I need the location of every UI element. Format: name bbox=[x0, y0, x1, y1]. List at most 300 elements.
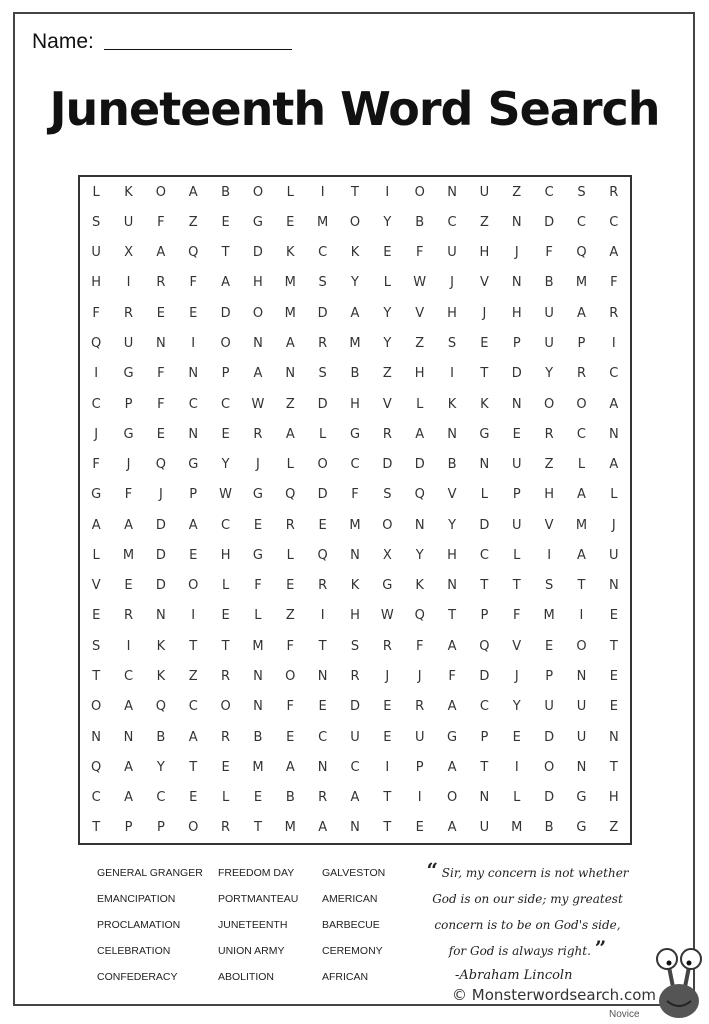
grid-letter[interactable]: H bbox=[350, 396, 360, 412]
grid-letter[interactable]: L bbox=[286, 184, 294, 200]
grid-letter[interactable]: M bbox=[284, 820, 296, 836]
grid-letter[interactable]: E bbox=[253, 790, 263, 806]
grid-letter[interactable]: Y bbox=[156, 759, 165, 775]
grid-letter[interactable]: K bbox=[286, 245, 295, 261]
grid-letter[interactable]: I bbox=[94, 366, 99, 382]
grid-letter[interactable]: A bbox=[447, 759, 457, 775]
grid-letter[interactable]: C bbox=[350, 457, 360, 473]
grid-letter[interactable]: W bbox=[219, 487, 232, 503]
grid-letter[interactable]: O bbox=[349, 214, 361, 230]
grid-letter[interactable]: P bbox=[415, 759, 424, 775]
grid-letter[interactable]: C bbox=[221, 396, 231, 412]
grid-letter[interactable]: Z bbox=[188, 668, 198, 684]
grid-letter[interactable]: I bbox=[385, 759, 390, 775]
grid-letter[interactable]: L bbox=[286, 547, 294, 563]
grid-letter[interactable]: H bbox=[253, 275, 263, 291]
grid-letter[interactable]: J bbox=[126, 457, 131, 473]
grid-letter[interactable]: X bbox=[382, 547, 392, 563]
grid-letter[interactable]: D bbox=[479, 668, 490, 684]
grid-letter[interactable]: E bbox=[189, 305, 198, 321]
grid-letter[interactable]: J bbox=[611, 517, 616, 533]
grid-letter[interactable]: A bbox=[188, 517, 198, 533]
grid-letter[interactable]: Q bbox=[414, 487, 425, 503]
grid-letter[interactable]: G bbox=[123, 426, 134, 442]
grid-letter[interactable]: U bbox=[576, 729, 587, 745]
grid-letter[interactable]: Y bbox=[545, 366, 554, 382]
grid-letter[interactable]: A bbox=[91, 517, 101, 533]
grid-letter[interactable]: T bbox=[351, 184, 359, 200]
grid-letter[interactable]: M bbox=[349, 517, 361, 533]
grid-letter[interactable]: E bbox=[221, 759, 230, 775]
grid-letter[interactable]: B bbox=[447, 457, 457, 473]
grid-letter[interactable]: L bbox=[221, 578, 230, 594]
grid-letter[interactable]: A bbox=[188, 184, 198, 200]
grid-letter[interactable]: N bbox=[317, 759, 328, 775]
grid-letter[interactable]: N bbox=[350, 547, 360, 563]
grid-letter[interactable]: D bbox=[544, 214, 555, 230]
grid-letter[interactable]: A bbox=[350, 305, 360, 321]
grid-letter[interactable]: F bbox=[124, 487, 133, 503]
grid-letter[interactable]: A bbox=[124, 759, 133, 775]
grid-letter[interactable]: I bbox=[450, 366, 454, 382]
grid-letter[interactable]: U bbox=[544, 699, 554, 715]
grid-letter[interactable]: Z bbox=[382, 366, 392, 382]
grid-letter[interactable]: C bbox=[318, 245, 328, 261]
grid-letter[interactable]: H bbox=[220, 547, 231, 563]
grid-letter[interactable]: K bbox=[350, 578, 360, 594]
grid-letter[interactable]: O bbox=[188, 578, 199, 594]
grid-letter[interactable]: P bbox=[124, 396, 133, 412]
grid-letter[interactable]: N bbox=[479, 790, 490, 806]
grid-letter[interactable]: T bbox=[609, 759, 618, 775]
grid-letter[interactable]: N bbox=[511, 396, 522, 412]
grid-letter[interactable]: E bbox=[189, 790, 198, 806]
grid-letter[interactable]: I bbox=[191, 608, 196, 624]
grid-letter[interactable]: G bbox=[252, 547, 263, 563]
grid-letter[interactable]: O bbox=[576, 396, 587, 412]
grid-letter[interactable]: A bbox=[124, 517, 133, 533]
grid-letter[interactable]: B bbox=[253, 729, 263, 745]
grid-letter[interactable]: L bbox=[577, 457, 586, 473]
grid-letter[interactable]: O bbox=[188, 820, 199, 836]
grid-letter[interactable]: U bbox=[512, 457, 522, 473]
grid-letter[interactable]: R bbox=[124, 305, 134, 321]
grid-letter[interactable]: E bbox=[609, 608, 618, 624]
grid-letter[interactable]: L bbox=[221, 790, 230, 806]
grid-letter[interactable]: N bbox=[608, 578, 619, 594]
grid-letter[interactable]: M bbox=[317, 214, 329, 230]
grid-letter[interactable]: Z bbox=[544, 457, 554, 473]
grid-letter[interactable]: O bbox=[220, 699, 231, 715]
grid-letter[interactable]: F bbox=[351, 487, 359, 503]
grid-letter[interactable]: T bbox=[221, 245, 230, 261]
grid-letter[interactable]: S bbox=[383, 487, 392, 503]
grid-letter[interactable]: P bbox=[189, 487, 198, 503]
grid-letter[interactable]: E bbox=[383, 699, 392, 715]
grid-letter[interactable]: H bbox=[447, 305, 457, 321]
grid-letter[interactable]: Y bbox=[351, 275, 359, 291]
grid-letter[interactable]: L bbox=[383, 275, 391, 291]
grid-letter[interactable]: R bbox=[415, 699, 425, 715]
grid-letter[interactable]: R bbox=[382, 426, 392, 442]
grid-letter[interactable]: B bbox=[544, 820, 554, 836]
grid-letter[interactable]: F bbox=[610, 275, 618, 291]
grid-letter[interactable]: R bbox=[318, 335, 328, 351]
grid-letter[interactable]: R bbox=[576, 366, 586, 382]
grid-letter[interactable]: P bbox=[545, 668, 554, 684]
grid-letter[interactable]: O bbox=[285, 668, 296, 684]
grid-letter[interactable]: Z bbox=[188, 214, 198, 230]
grid-letter[interactable]: Z bbox=[609, 820, 619, 836]
grid-letter[interactable]: F bbox=[415, 638, 424, 654]
grid-letter[interactable]: E bbox=[480, 335, 489, 351]
grid-letter[interactable]: H bbox=[447, 547, 457, 563]
grid-letter[interactable]: N bbox=[253, 699, 263, 715]
grid-letter[interactable]: R bbox=[156, 275, 166, 291]
grid-letter[interactable]: T bbox=[448, 608, 457, 624]
grid-letter[interactable]: N bbox=[447, 578, 457, 594]
grid-letter[interactable]: T bbox=[480, 366, 489, 382]
grid-letter[interactable]: E bbox=[415, 820, 424, 836]
grid-letter[interactable]: G bbox=[576, 790, 587, 806]
grid-letter[interactable]: Q bbox=[479, 638, 490, 654]
grid-letter[interactable]: O bbox=[91, 699, 102, 715]
grid-letter[interactable]: R bbox=[350, 668, 360, 684]
grid-letter[interactable]: V bbox=[544, 517, 554, 533]
grid-letter[interactable]: A bbox=[124, 699, 133, 715]
grid-letter[interactable]: U bbox=[544, 305, 554, 321]
grid-letter[interactable]: P bbox=[480, 729, 489, 745]
grid-letter[interactable]: G bbox=[349, 426, 361, 442]
grid-letter[interactable]: N bbox=[576, 668, 587, 684]
grid-letter[interactable]: C bbox=[188, 699, 198, 715]
grid-letter[interactable]: N bbox=[188, 366, 199, 382]
grid-letter[interactable]: N bbox=[317, 668, 328, 684]
grid-letter[interactable]: O bbox=[220, 335, 231, 351]
grid-letter[interactable]: P bbox=[124, 820, 133, 836]
grid-letter[interactable]: C bbox=[188, 396, 198, 412]
grid-letter[interactable]: U bbox=[91, 245, 101, 261]
grid-letter[interactable]: C bbox=[221, 517, 231, 533]
grid-letter[interactable]: U bbox=[576, 699, 587, 715]
grid-letter[interactable]: G bbox=[576, 820, 587, 836]
name-field[interactable] bbox=[32, 30, 292, 54]
grid-letter[interactable]: P bbox=[156, 820, 165, 836]
grid-letter[interactable]: C bbox=[479, 547, 489, 563]
grid-letter[interactable]: L bbox=[286, 457, 294, 473]
grid-letter[interactable]: T bbox=[92, 668, 101, 684]
grid-letter[interactable]: H bbox=[608, 790, 619, 806]
grid-letter[interactable]: C bbox=[123, 668, 134, 684]
grid-letter[interactable]: N bbox=[608, 729, 619, 745]
grid-letter[interactable]: B bbox=[221, 184, 231, 200]
grid-letter[interactable]: D bbox=[544, 790, 555, 806]
grid-letter[interactable]: S bbox=[318, 275, 327, 291]
grid-letter[interactable]: J bbox=[385, 668, 390, 684]
grid-letter[interactable]: V bbox=[512, 638, 522, 654]
grid-letter[interactable]: O bbox=[576, 638, 587, 654]
grid-letter[interactable]: W bbox=[413, 275, 427, 291]
grid-letter[interactable]: B bbox=[350, 366, 360, 382]
grid-letter[interactable]: J bbox=[256, 457, 260, 473]
grid-letter[interactable]: E bbox=[286, 214, 295, 230]
grid-letter[interactable]: C bbox=[447, 214, 457, 230]
grid-letter[interactable]: E bbox=[545, 638, 554, 654]
grid-letter[interactable]: C bbox=[350, 759, 360, 775]
grid-letter[interactable]: N bbox=[253, 335, 263, 351]
grid-letter[interactable]: O bbox=[414, 184, 425, 200]
grid-letter[interactable]: Q bbox=[317, 547, 328, 563]
grid-letter[interactable]: E bbox=[286, 578, 295, 594]
grid-letter[interactable]: F bbox=[254, 578, 262, 594]
grid-letter[interactable]: N bbox=[156, 608, 166, 624]
grid-letter[interactable]: V bbox=[479, 275, 489, 291]
grid-letter[interactable]: U bbox=[544, 335, 554, 351]
grid-letter[interactable]: A bbox=[156, 245, 166, 261]
grid-letter[interactable]: T bbox=[253, 820, 262, 836]
grid-letter[interactable]: Q bbox=[188, 245, 199, 261]
grid-letter[interactable]: F bbox=[545, 245, 553, 261]
grid-letter[interactable]: F bbox=[157, 214, 165, 230]
grid-letter[interactable]: D bbox=[479, 517, 490, 533]
grid-letter[interactable]: N bbox=[479, 457, 490, 473]
grid-letter[interactable]: B bbox=[156, 729, 166, 745]
grid-letter[interactable]: M bbox=[543, 608, 555, 624]
grid-letter[interactable]: N bbox=[91, 729, 102, 745]
grid-letter[interactable]: E bbox=[124, 578, 133, 594]
grid-letter[interactable]: E bbox=[383, 245, 392, 261]
grid-letter[interactable]: T bbox=[480, 578, 489, 594]
grid-letter[interactable]: X bbox=[124, 245, 133, 261]
grid-letter[interactable]: N bbox=[350, 820, 360, 836]
grid-letter[interactable]: A bbox=[447, 820, 457, 836]
grid-letter[interactable]: U bbox=[512, 517, 522, 533]
grid-letter[interactable]: C bbox=[156, 790, 166, 806]
grid-letter[interactable]: D bbox=[511, 366, 522, 382]
grid-letter[interactable]: F bbox=[286, 699, 295, 715]
grid-letter[interactable]: I bbox=[385, 184, 390, 200]
grid-letter[interactable]: K bbox=[447, 396, 457, 412]
grid-letter[interactable]: E bbox=[221, 214, 230, 230]
grid-letter[interactable]: E bbox=[512, 426, 521, 442]
grid-letter[interactable]: A bbox=[415, 426, 425, 442]
grid-letter[interactable]: R bbox=[253, 426, 263, 442]
grid-letter[interactable]: A bbox=[253, 366, 263, 382]
grid-letter[interactable]: R bbox=[285, 517, 295, 533]
grid-letter[interactable]: L bbox=[610, 487, 618, 503]
grid-letter[interactable]: E bbox=[156, 305, 165, 321]
grid-letter[interactable]: T bbox=[609, 638, 618, 654]
grid-letter[interactable]: G bbox=[91, 487, 102, 503]
grid-letter[interactable]: U bbox=[123, 214, 134, 230]
grid-letter[interactable]: N bbox=[285, 366, 296, 382]
grid-letter[interactable]: D bbox=[544, 729, 555, 745]
grid-letter[interactable]: Q bbox=[91, 335, 102, 351]
grid-letter[interactable]: T bbox=[383, 790, 392, 806]
grid-letter[interactable]: C bbox=[609, 214, 619, 230]
grid-letter[interactable]: H bbox=[350, 608, 360, 624]
grid-letter[interactable]: U bbox=[350, 729, 360, 745]
grid-letter[interactable]: M bbox=[122, 547, 135, 563]
grid-letter[interactable]: Q bbox=[155, 699, 166, 715]
grid-letter[interactable]: J bbox=[514, 668, 519, 684]
grid-letter[interactable]: I bbox=[126, 638, 131, 654]
grid-letter[interactable]: N bbox=[447, 426, 457, 442]
grid-letter[interactable]: I bbox=[611, 335, 616, 351]
grid-letter[interactable]: H bbox=[91, 275, 102, 291]
grid-letter[interactable]: A bbox=[285, 759, 295, 775]
grid-letter[interactable]: Z bbox=[512, 184, 522, 200]
grid-letter[interactable]: F bbox=[92, 305, 100, 321]
grid-letter[interactable]: G bbox=[252, 214, 263, 230]
grid-letter[interactable]: E bbox=[609, 699, 618, 715]
grid-letter[interactable]: U bbox=[414, 729, 425, 745]
grid-letter[interactable]: K bbox=[156, 638, 166, 654]
grid-letter[interactable]: I bbox=[514, 759, 519, 775]
grid-letter[interactable]: Y bbox=[383, 305, 392, 321]
grid-letter[interactable]: N bbox=[576, 759, 587, 775]
grid-letter[interactable]: K bbox=[350, 245, 360, 261]
grid-letter[interactable]: E bbox=[286, 729, 295, 745]
grid-letter[interactable]: P bbox=[512, 487, 521, 503]
grid-letter[interactable]: Y bbox=[221, 457, 230, 473]
grid-letter[interactable]: Q bbox=[414, 608, 425, 624]
grid-letter[interactable]: S bbox=[447, 335, 457, 351]
grid-letter[interactable]: I bbox=[417, 790, 422, 806]
grid-letter[interactable]: L bbox=[319, 426, 327, 442]
grid-letter[interactable]: V bbox=[447, 487, 457, 503]
grid-letter[interactable]: G bbox=[479, 426, 490, 442]
grid-letter[interactable]: P bbox=[221, 366, 230, 382]
grid-letter[interactable]: V bbox=[382, 396, 392, 412]
grid-letter[interactable]: Q bbox=[576, 245, 587, 261]
grid-letter[interactable]: P bbox=[577, 335, 586, 351]
grid-letter[interactable]: G bbox=[252, 487, 263, 503]
grid-letter[interactable]: M bbox=[252, 759, 264, 775]
grid-letter[interactable]: A bbox=[447, 638, 457, 654]
grid-letter[interactable]: E bbox=[318, 517, 327, 533]
grid-letter[interactable]: A bbox=[609, 396, 619, 412]
grid-letter[interactable]: L bbox=[416, 396, 424, 412]
grid-letter[interactable]: I bbox=[191, 335, 196, 351]
grid-letter[interactable]: T bbox=[577, 578, 586, 594]
grid-letter[interactable]: T bbox=[383, 820, 392, 836]
grid-letter[interactable]: O bbox=[317, 457, 328, 473]
grid-letter[interactable]: T bbox=[92, 820, 101, 836]
grid-letter[interactable]: T bbox=[318, 638, 327, 654]
grid-letter[interactable]: W bbox=[380, 608, 394, 624]
grid-letter[interactable]: Y bbox=[415, 547, 424, 563]
grid-letter[interactable]: C bbox=[544, 184, 554, 200]
grid-letter[interactable]: U bbox=[123, 335, 134, 351]
grid-letter[interactable]: A bbox=[609, 245, 619, 261]
grid-letter[interactable]: S bbox=[350, 638, 360, 654]
grid-letter[interactable]: A bbox=[221, 275, 231, 291]
grid-letter[interactable]: R bbox=[221, 820, 231, 836]
grid-letter[interactable]: D bbox=[220, 305, 231, 321]
grid-letter[interactable]: C bbox=[318, 729, 328, 745]
grid-letter[interactable]: Z bbox=[479, 214, 489, 230]
grid-letter[interactable]: A bbox=[577, 305, 586, 321]
grid-letter[interactable]: F bbox=[189, 275, 197, 291]
grid-letter[interactable]: D bbox=[317, 396, 328, 412]
grid-letter[interactable]: R bbox=[544, 426, 554, 442]
grid-letter[interactable]: F bbox=[513, 608, 521, 624]
grid-letter[interactable]: J bbox=[514, 245, 519, 261]
grid-letter[interactable]: A bbox=[577, 547, 586, 563]
grid-letter[interactable]: J bbox=[482, 305, 487, 321]
grid-letter[interactable]: Q bbox=[91, 759, 102, 775]
grid-letter[interactable]: R bbox=[609, 184, 619, 200]
grid-letter[interactable]: D bbox=[155, 517, 166, 533]
grid-letter[interactable]: E bbox=[221, 608, 230, 624]
grid-letter[interactable]: E bbox=[609, 668, 618, 684]
grid-letter[interactable]: Y bbox=[448, 517, 457, 533]
grid-letter[interactable]: M bbox=[575, 275, 588, 291]
name-blank-line[interactable] bbox=[104, 49, 292, 50]
grid-letter[interactable]: R bbox=[124, 608, 134, 624]
grid-letter[interactable]: G bbox=[188, 457, 199, 473]
grid-letter[interactable]: I bbox=[320, 608, 325, 624]
grid-letter[interactable]: F bbox=[448, 668, 456, 684]
grid-letter[interactable]: R bbox=[382, 638, 392, 654]
grid-letter[interactable]: P bbox=[480, 608, 489, 624]
grid-letter[interactable]: M bbox=[252, 638, 264, 654]
grid-letter[interactable]: K bbox=[124, 184, 133, 200]
grid-letter[interactable]: O bbox=[543, 759, 555, 775]
grid-letter[interactable]: C bbox=[91, 396, 101, 412]
grid-letter[interactable]: T bbox=[221, 638, 230, 654]
grid-letter[interactable]: A bbox=[285, 426, 295, 442]
grid-letter[interactable]: E bbox=[221, 426, 230, 442]
grid-letter[interactable]: T bbox=[189, 638, 198, 654]
grid-letter[interactable]: Q bbox=[155, 457, 166, 473]
grid-letter[interactable]: R bbox=[221, 668, 231, 684]
grid-letter[interactable]: F bbox=[286, 638, 295, 654]
grid-letter[interactable]: O bbox=[252, 184, 264, 200]
grid-letter[interactable]: U bbox=[609, 547, 619, 563]
grid-letter[interactable]: D bbox=[349, 699, 360, 715]
grid-letter[interactable]: U bbox=[479, 820, 490, 836]
grid-letter[interactable]: J bbox=[94, 426, 99, 442]
grid-letter[interactable]: Y bbox=[512, 699, 521, 715]
grid-letter[interactable]: K bbox=[156, 668, 166, 684]
grid-letter[interactable]: K bbox=[480, 396, 489, 412]
grid-letter[interactable]: P bbox=[512, 335, 521, 351]
grid-letter[interactable]: E bbox=[512, 729, 521, 745]
grid-letter[interactable]: N bbox=[123, 729, 134, 745]
grid-letter[interactable]: M bbox=[575, 517, 588, 533]
grid-letter[interactable]: S bbox=[318, 366, 327, 382]
grid-letter[interactable]: J bbox=[417, 668, 422, 684]
grid-letter[interactable]: G bbox=[447, 729, 458, 745]
grid-letter[interactable]: N bbox=[156, 335, 166, 351]
grid-letter[interactable]: Z bbox=[285, 608, 295, 624]
grid-letter[interactable]: L bbox=[513, 547, 521, 563]
grid-letter[interactable]: O bbox=[543, 396, 555, 412]
grid-letter[interactable]: A bbox=[350, 790, 360, 806]
grid-letter[interactable]: A bbox=[124, 790, 133, 806]
grid-letter[interactable]: O bbox=[382, 517, 393, 533]
grid-letter[interactable]: H bbox=[544, 487, 554, 503]
grid-letter[interactable]: M bbox=[511, 820, 523, 836]
grid-letter[interactable]: W bbox=[251, 396, 265, 412]
grid-letter[interactable]: L bbox=[92, 184, 100, 200]
grid-letter[interactable]: Q bbox=[285, 487, 296, 503]
grid-letter[interactable]: U bbox=[479, 184, 490, 200]
grid-letter[interactable]: E bbox=[383, 729, 392, 745]
grid-letter[interactable]: I bbox=[320, 184, 325, 200]
